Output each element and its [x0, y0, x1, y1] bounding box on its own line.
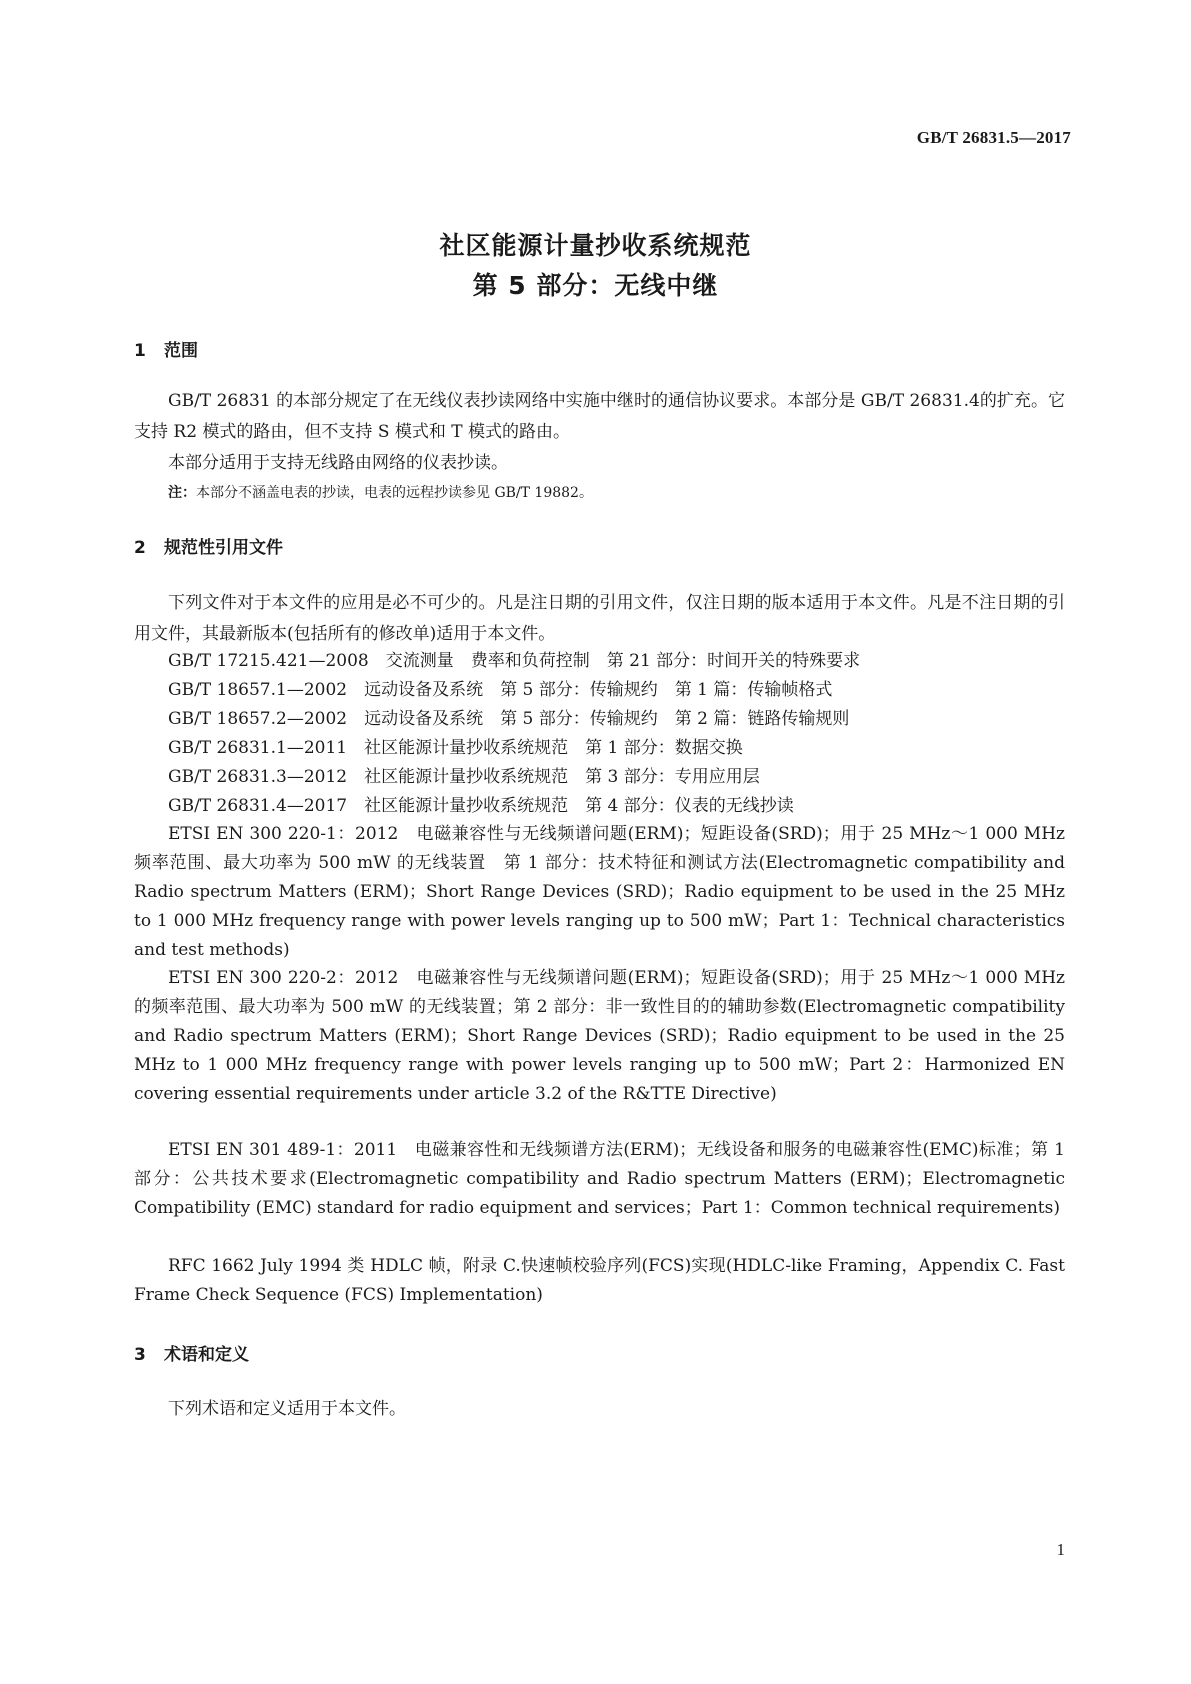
reference-item: GB/T 26831.1—2011 社区能源计量抄收系统规范 第 1 部分：数据交换 — [168, 738, 743, 758]
standard-code: GB/T 26831.5—2017 — [916, 128, 1071, 147]
reference-etsi-300-220-2: ETSI EN 300 220-2：2012 电磁兼容性与无线频谱问题(ERM)；短距设备(SRD)；用于 25 MHz～1 000 MHz 的频率范围、最大功率为 500 mW 的无线装置；第 2 部分：非一致性目的的辅助参数(Electromagnetic compatibility and Radio spectrum Matters (ERM)；Short Range Devices (SRD)；Radio equipment to be used in the 25 MHz to 1 000 MHz frequency range with power levels ranging up to 500 mW；Part 2：Harmonized EN covering essential requirements under article 3.2 of the R&TTE Directive) — [134, 968, 1065, 1104]
scope-applicability: 本部分适用于支持无线路由网络的仪表抄读。 — [168, 453, 508, 473]
scope-note — [168, 482, 593, 504]
title-line-2: 第 5 部分：无线中继 — [472, 271, 719, 300]
document-title — [0, 226, 1191, 306]
reference-etsi-300-220-1: ETSI EN 300 220-1：2012 电磁兼容性与无线频谱问题(ERM)；短距设备(SRD)；用于 25 MHz～1 000 MHz 频率范围、最大功率为 500 mW 的无线装置 第 1 部分：技术特征和测试方法(Electromagnetic compatibility and Radio spectrum Matters (ERM)；Short Range Devices (SRD)；Radio equipment to be used in the 25 MHz to 1 000 MHz frequency range with power levels ranging up to 500 mW；Part 1：Technical characteristics and test methods) — [134, 824, 1065, 960]
refs-intro: 下列文件对于本文件的应用是必不可少的。凡是注日期的引用文件，仅注日期的版本适用于本文件。凡是不注日期的引用文件，其最新版本(包括所有的修改单)适用于本文件。 — [134, 593, 1065, 644]
reference-rfc-1662: RFC 1662 July 1994 类 HDLC 帧，附录 C.快速帧校验序列(FCS)实现(HDLC-like Framing，Appendix C. Fast Frame Check Sequence (FCS) Implementation) — [134, 1256, 1065, 1305]
note-text: 本部分不涵盖电表的抄读，电表的远程抄读参见 GB/T 19882。 — [196, 485, 593, 501]
reference-item: GB/T 26831.4—2017 社区能源计量抄收系统规范 第 4 部分：仪表的无线抄读 — [168, 796, 794, 816]
section-3-heading — [134, 1340, 249, 1365]
section-title: 术语和定义 — [164, 1345, 249, 1365]
scope-paragraph: GB/T 26831 的本部分规定了在无线仪表抄读网络中实施中继时的通信协议要求。本部分是 GB/T 26831.4的扩充。它支持 R2 模式的路由，但不支持 S 模式和 T 模式的路由。 — [134, 391, 1065, 442]
note-label: 注： — [168, 485, 196, 501]
section-title: 范围 — [164, 341, 198, 361]
reference-item: GB/T 17215.421—2008 交流测量 费率和负荷控制 第 21 部分：时间开关的特殊要求 — [168, 651, 861, 671]
reference-item: GB/T 26831.3—2012 社区能源计量抄收系统规范 第 3 部分：专用应用层 — [168, 767, 760, 787]
section-number: 2 — [134, 538, 146, 558]
page-number: 1 — [1056, 1540, 1065, 1559]
reference-etsi-301-489-1: ETSI EN 301 489-1：2011 电磁兼容性和无线频谱方法(ERM)；无线设备和服务的电磁兼容性(EMC)标准；第 1 部分：公共技术要求(Electromagnetic compatibility and Radio spectrum Matters (ERM)；Electromagnetic Compatibility (EMC) standard for radio equipment and services；Part 1：Common technical requirements) — [134, 1140, 1065, 1218]
section-title: 规范性引用文件 — [164, 538, 283, 558]
reference-item: GB/T 18657.1—2002 远动设备及系统 第 5 部分：传输规约 第 1 篇：传输帧格式 — [168, 680, 833, 700]
section-number: 3 — [134, 1345, 146, 1365]
section-number: 1 — [134, 341, 146, 361]
section-1-heading — [134, 336, 198, 361]
title-line-1: 社区能源计量抄收系统规范 — [439, 231, 752, 260]
section-2-heading — [134, 533, 283, 558]
reference-item: GB/T 18657.2—2002 远动设备及系统 第 5 部分：传输规约 第 2 篇：链路传输规则 — [168, 709, 850, 729]
terms-intro: 下列术语和定义适用于本文件。 — [168, 1399, 406, 1419]
